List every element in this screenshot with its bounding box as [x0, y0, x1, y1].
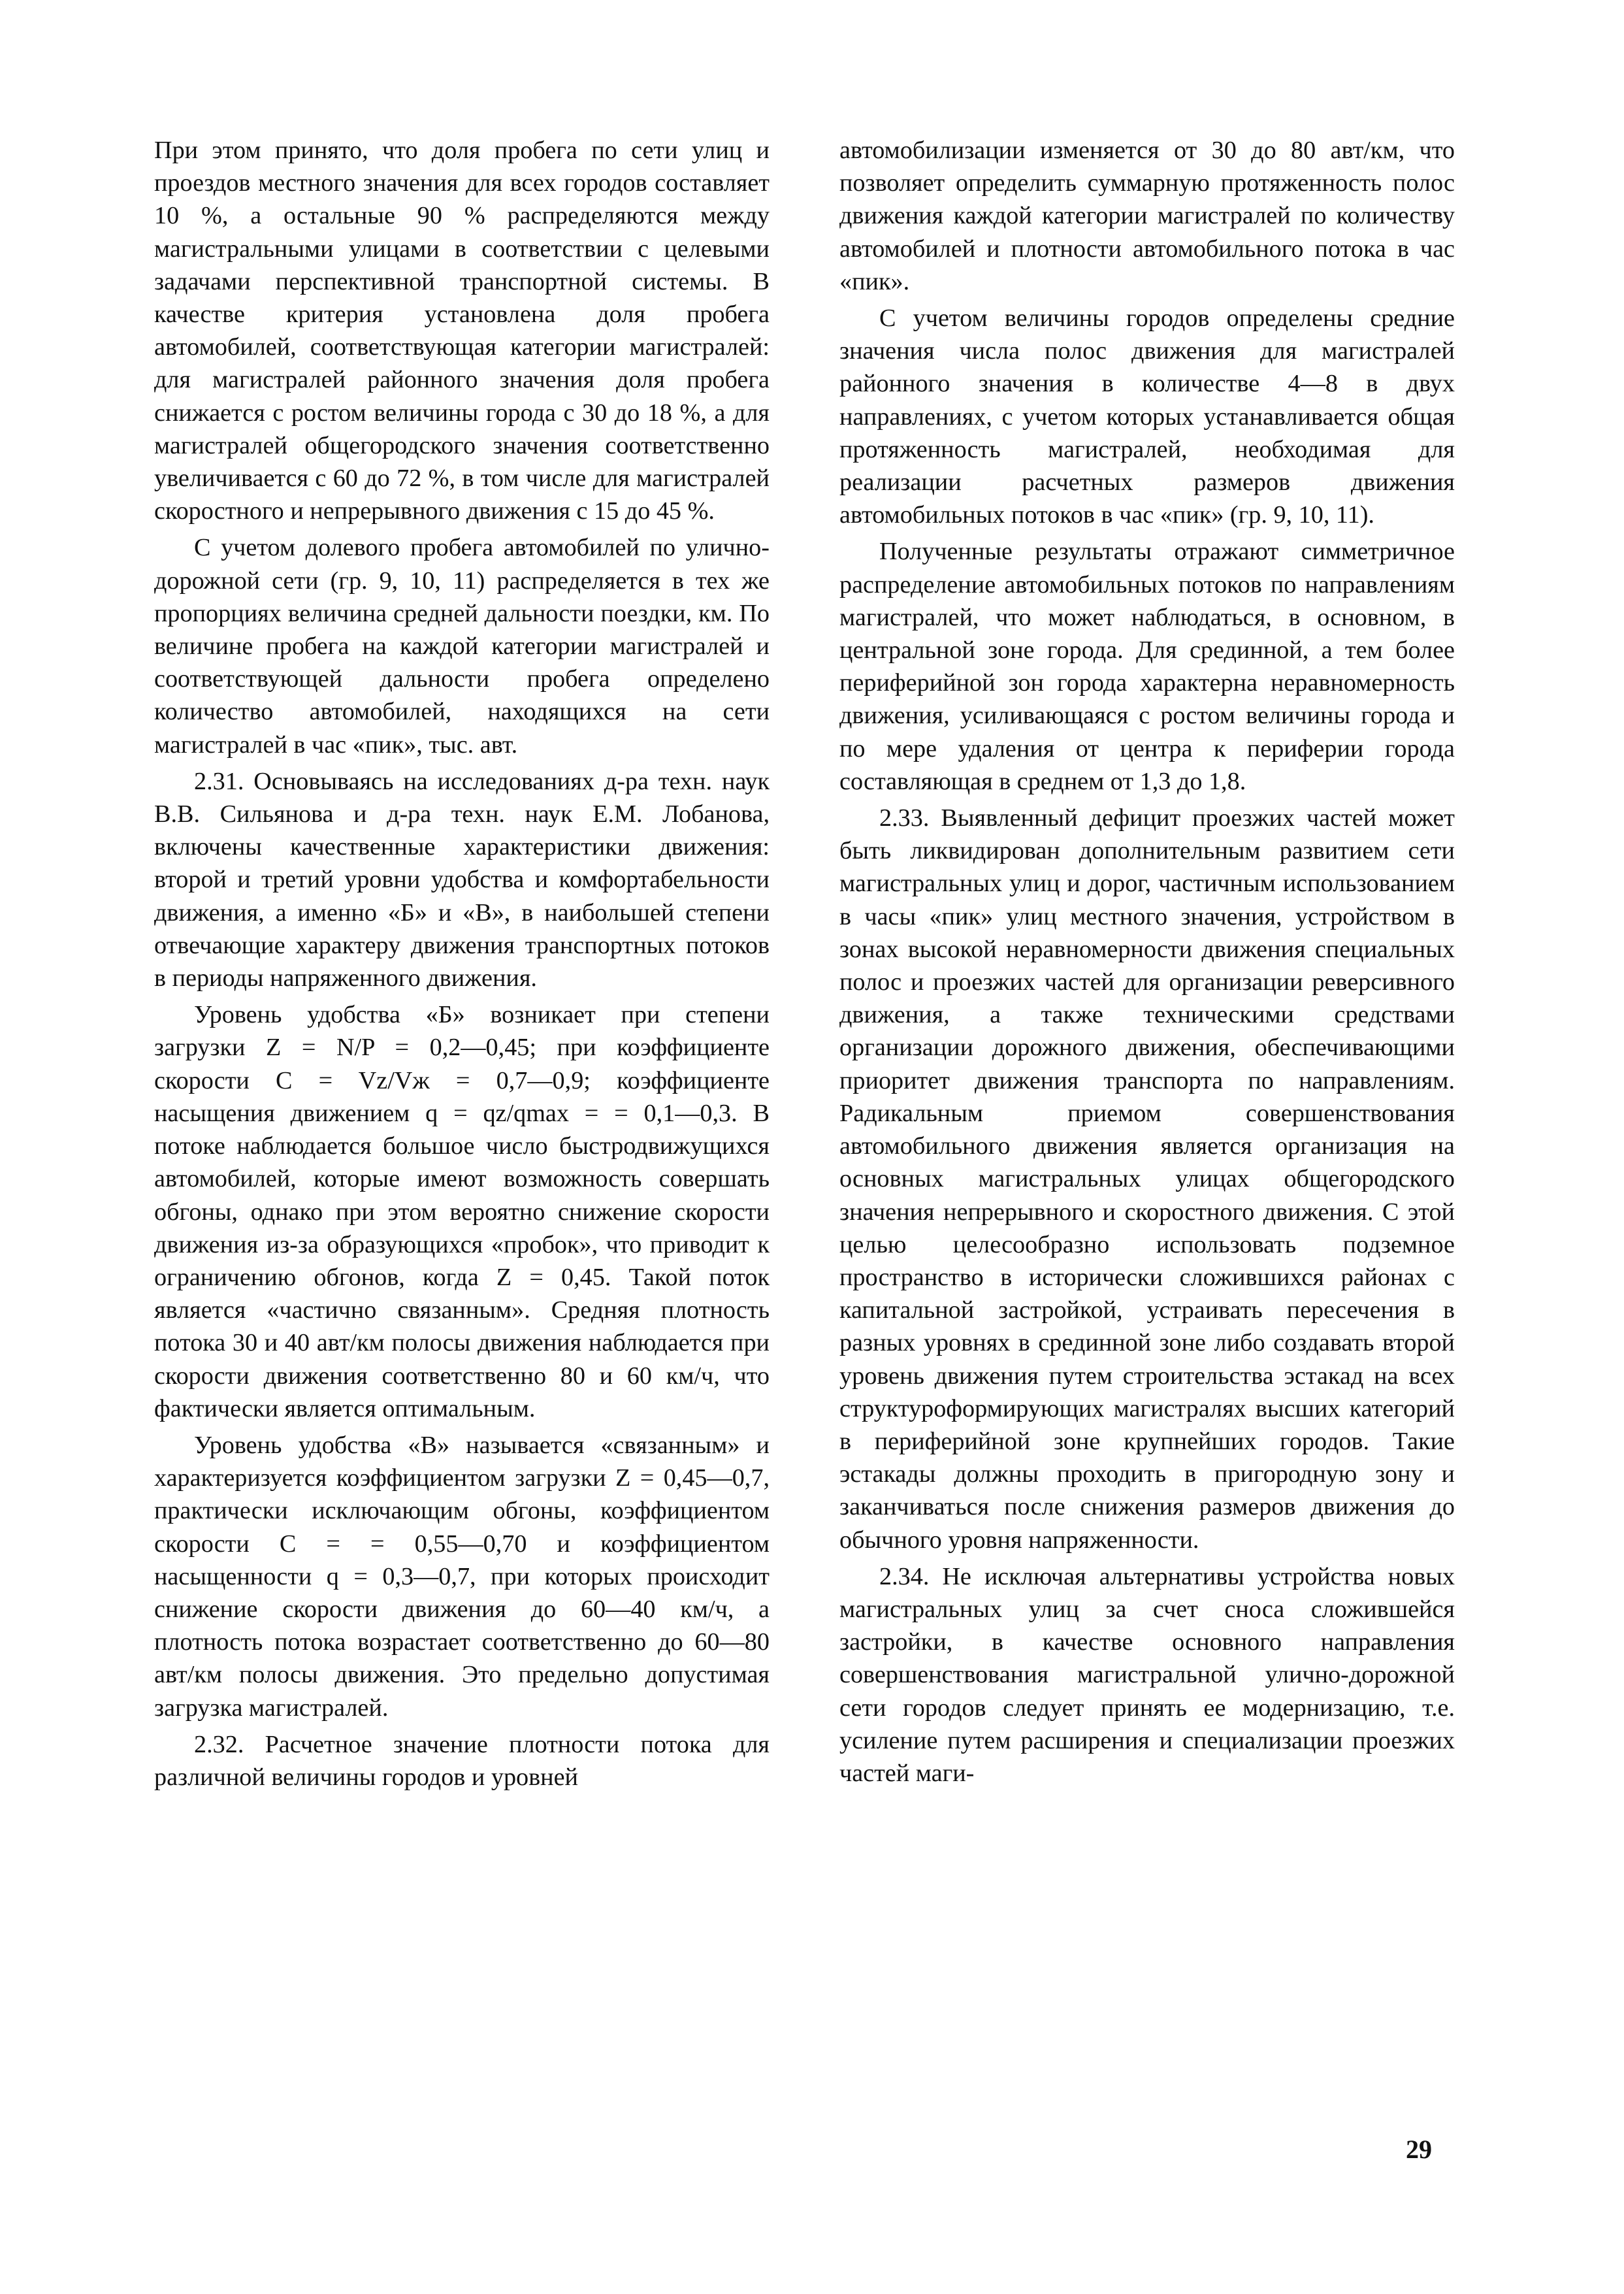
- paragraph: С учетом долевого пробега автомобилей по улично-дорожной сети (гр. 9, 10, 11) распределяется в тех же пропорциях величина средней дальности поездки, км. По величине пробега на каждой категории магистралей и соответствующей дальности пробега определено количество автомобилей, находящихся на сети магистралей в час «пик», тыс. авт.: [154, 534, 770, 759]
- paragraph: Уровень удобства «Б» возникает при степени загрузки Z = N/P = 0,2—0,45; при коэффициенте скорости C = Vz/Vж = 0,7—0,9; коэффициенте насыщения движением q = qz/qmax = = 0,1—0,3. В потоке наблюдается большое число быстродвижущихся автомобилей, которые имеют возможность совершать обгоны, однако при этом вероятно снижение скорости движения из-за образующихся «пробок», что приводит к ограничению обгонов, когда Z = 0,45. Такой поток является «частично связанным». Средняя плотность потока 30 и 40 авт/км полосы движения наблюдается при скорости движения соответственно 80 и 60 км/ч, что фактически является оптимальным.: [154, 1001, 770, 1422]
- left-column: [154, 134, 770, 1794]
- paragraph: 2.33. Выявленный дефицит проезжих частей может быть ликвидирован дополнительным развитием сети магистральных улиц и дорог, частичным использованием в часы «пик» улиц местного значения, устройством в зонах высокой неравномерности движения специальных полос и проезжих частей для организации реверсивного движения, а также техническими средствами организации дорожного движения, обеспечивающими приоритет движения транспорта по направлениям. Радикальным приемом совершенствования автомобильного движения является организация на основных магистральных улицах общегородского значения непрерывного и скоростного движения. С этой целью целесообразно использовать подземное пространство в исторически сложившихся районах с капитальной застройкой, устраивать пересечения в разных уровнях в срединной зоне либо создавать второй уровень движения путем строительства эстакад на всех структуроформирующих магистралях высших категорий в периферийной зоне крупнейших городов. Такие эстакады должны проходить в пригородную зону и заканчиваться после снижения размеров движения до обычного уровня напряженности.: [839, 804, 1455, 1554]
- paragraph: 2.32. Расчетное значение плотности потока для различной величины городов и уровней: [154, 1730, 770, 1791]
- paragraph: При этом принято, что доля пробега по сети улиц и проездов местного значения для всех городов составляет 10 %, а остальные 90 % распределяются между магистральными улицами в соответствии с целевыми задачами перспективной транспортной системы. В качестве критерия установлена доля пробега автомобилей, соответствующая категории магистралей: для магистралей районного значения доля пробега снижается с ростом величины города с 30 до 18 %, а для магистралей общегородского значения соответственно увеличивается с 60 до 72 %, в том числе для магистралей скоростного и непрерывного движения с 15 до 45 %.: [154, 137, 770, 525]
- paragraph: Уровень удобства «В» называется «связанным» и характеризуется коэффициентом загрузки Z = 0,45—0,7, практически исключающим обгоны, коэффициентом скорости C = = 0,55—0,70 и коэффициентом насыщенности q = 0,3—0,7, при которых происходит снижение скорости движения до 60—40 км/ч, а плотность потока возрастает соответственно до 60—80 авт/км полосы движения. Это предельно допустимая загрузка магистралей.: [154, 1431, 770, 1722]
- right-column: [839, 134, 1455, 1790]
- paragraph: автомобилизации изменяется от 30 до 80 авт/км, что позволяет определить суммарную протяженность полос движения каждой категории магистралей по количеству автомобилей и плотности автомобильного потока в час «пик».: [839, 137, 1455, 295]
- paragraph: Полученные результаты отражают симметричное распределение автомобильных потоков по направлениям магистралей, что может наблюдаться, в основном, в центральной зоне города. Для срединной, а тем более периферийной зон города характерна неравномерность движения, усиливающаяся с ростом величины города и по мере удаления от центра к периферии города составляющая в среднем от 1,3 до 1,8.: [839, 538, 1455, 795]
- paragraph: С учетом величины городов определены средние значения числа полос движения для магистралей районного значения в количестве 4—8 в двух направлениях, с учетом которых устанавливается общая протяженность магистралей, необходимая для реализации расчетных размеров движения автомобильных потоков в час «пик» (гр. 9, 10, 11).: [839, 304, 1455, 529]
- paragraph: 2.34. Не исключая альтернативы устройства новых магистральных улиц за счет сноса сложившейся застройки, в качестве основного направления совершенствования магистральной улично-дорожной сети городов следует принять ее модернизацию, т.е. усиление путем расширения и специализации проезжих частей маги-: [839, 1562, 1455, 1787]
- paragraph: 2.31. Основываясь на исследованиях д-ра техн. наук В.В. Сильянова и д-ра техн. наук Е.М. Лобанова, включены качественные характеристики движения: второй и третий уровни удобства и комфортабельности движения, а именно «Б» и «В», в наибольшей степени отвечающие характеру движения транспортных потоков в периоды напряженного движения.: [154, 767, 770, 992]
- page-number: 29: [1406, 2135, 1432, 2164]
